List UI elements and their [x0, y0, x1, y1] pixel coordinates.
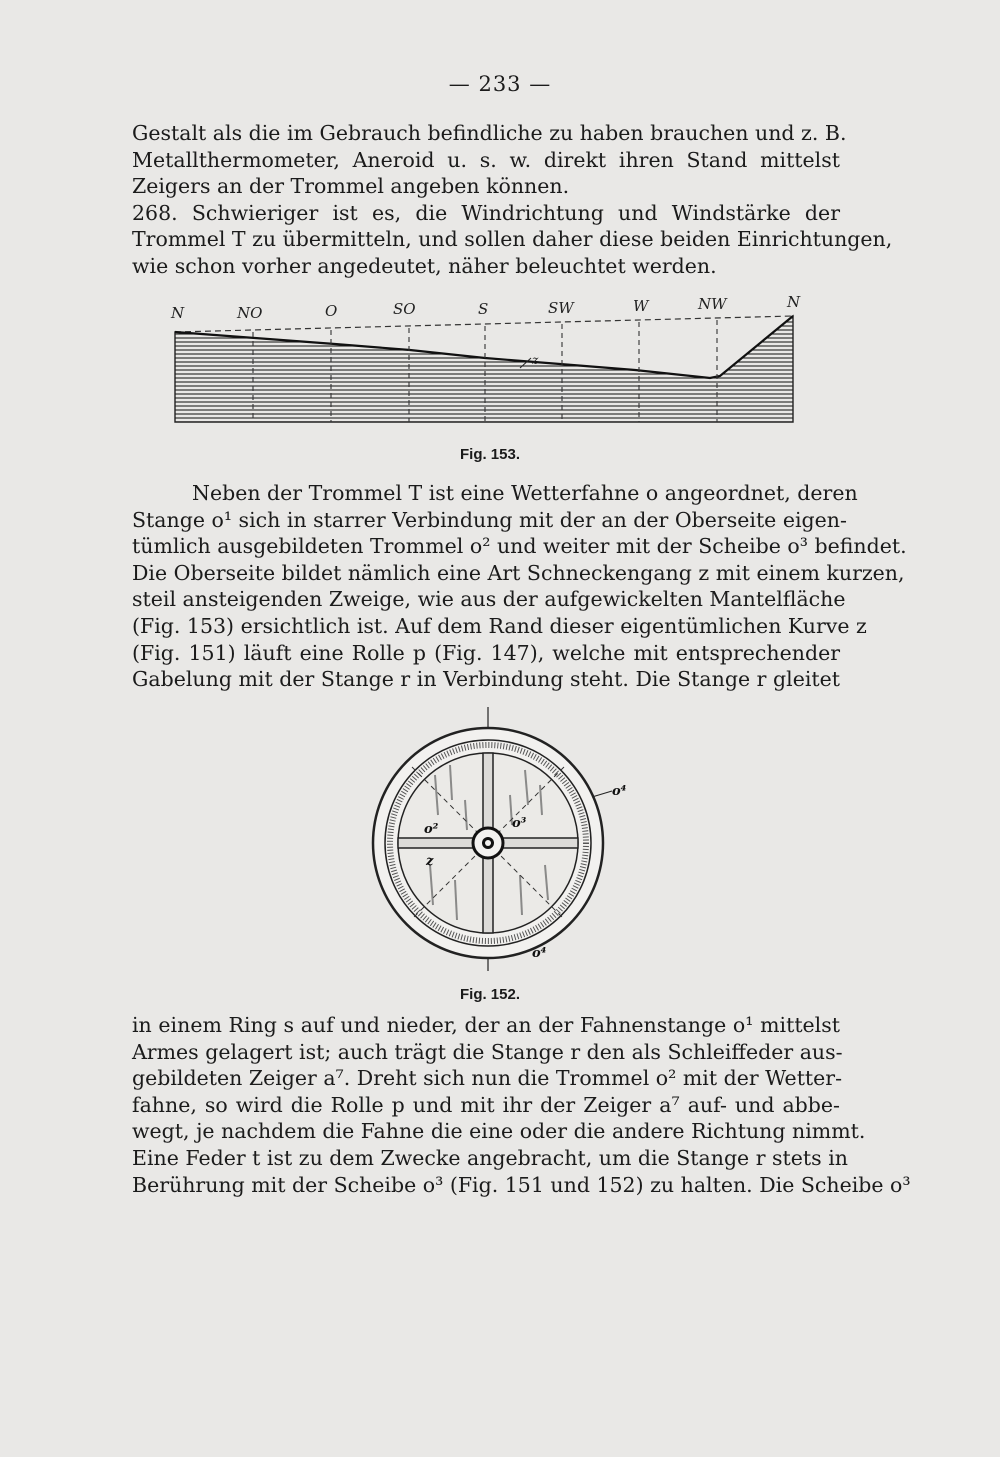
text-line: tümlich ausgebildeten Trommel o² und weiter mit der Scheibe o³ befindet. [132, 534, 907, 559]
hatched-surface [175, 316, 793, 422]
text-line: steil ansteigenden Zweige, wie aus der aufgewickelten Mantelfläche [132, 587, 846, 612]
text-line: Neben der Trommel T ist eine Wetterfahne o angeordnet, deren [192, 481, 858, 505]
text-line: Eine Feder t ist zu dem Zwecke angebracht, um die Stange r stets in [132, 1145, 848, 1170]
text-line: Gabelung mit der Stange r in Verbindung steht. Die Stange r gleitet [132, 667, 840, 692]
text-line: Metallthermometer, Aneroid u. s. w. direkt ihren Stand mittelst [132, 147, 840, 172]
text-line: Gestalt als die im Gebrauch befindliche zu haben brauchen und z. B. [132, 121, 847, 145]
label-z: z [426, 854, 434, 869]
text-line: 268. Schwieriger ist es, die Windrichtung und Windstärke der [132, 200, 840, 225]
text-line: Die Oberseite bildet nämlich eine Art Schneckengang z mit einem kurzen, [132, 560, 905, 585]
text-line: wie schon vorher angedeutet, näher beleuchtet werden. [132, 253, 717, 278]
direction-label: NO [237, 304, 263, 322]
paragraph-intro [132, 120, 893, 280]
paragraph-main [132, 480, 907, 693]
text-line: in einem Ring s auf und nieder, der an der Fahnenstange o¹ mittelst [132, 1013, 840, 1037]
direction-label: N [171, 304, 185, 322]
paragraph-continuation [132, 1012, 911, 1198]
figure-152-caption: Fig. 152. [459, 986, 521, 1003]
direction-label: SW [548, 299, 574, 317]
text-line: (Fig. 153) ersichtlich ist. Auf dem Rand dieser eigentümlichen Kurve z [132, 613, 867, 638]
label-o2: o² [424, 822, 439, 837]
text-line: Armes gelagert ist; auch trägt die Stange r den als Schleiffeder aus- [132, 1039, 843, 1064]
text-line: Zeigers an der Trommel angeben können. [132, 174, 570, 199]
text-line: fahne, so wird die Rolle p und mit ihr der Zeiger a⁷ auf- und abbe- [132, 1092, 840, 1117]
text-line: Stange o¹ sich in starrer Verbindung mit der an der Oberseite eigen- [132, 507, 847, 532]
direction-label: W [633, 297, 649, 315]
text-line: (Fig. 151) läuft eine Rolle p (Fig. 147), welche mit entsprechender [132, 640, 840, 665]
label-o4-bottom: o⁴ [532, 946, 547, 961]
text-line: gebildeten Zeiger a⁷. Dreht sich nun die Trommel o² mit der Wetter- [132, 1066, 843, 1091]
direction-label: O [325, 302, 338, 320]
figure-153-caption: Fig. 153. [459, 446, 521, 463]
label-o3: o³ [512, 816, 527, 831]
label-o4-top: o⁴ [612, 784, 627, 799]
figure-153-unrolled-surface [165, 292, 805, 427]
curve-label-z: z [532, 353, 539, 367]
text-line: Trommel T zu übermitteln, und sollen daher diese beiden Einrichtungen, [132, 227, 893, 252]
direction-label: SO [393, 300, 416, 318]
direction-label: NW [698, 295, 727, 313]
figure-152-disc [360, 705, 650, 975]
direction-label: N [787, 293, 801, 311]
text-line: Berührung mit der Scheibe o³ (Fig. 151 und 152) zu halten. Die Scheibe o³ [132, 1172, 911, 1197]
text-line: wegt, je nachdem die Fahne die eine oder die andere Richtung nimmt. [132, 1119, 866, 1144]
direction-label: S [478, 300, 489, 318]
page-number: — 233 — [448, 72, 552, 96]
